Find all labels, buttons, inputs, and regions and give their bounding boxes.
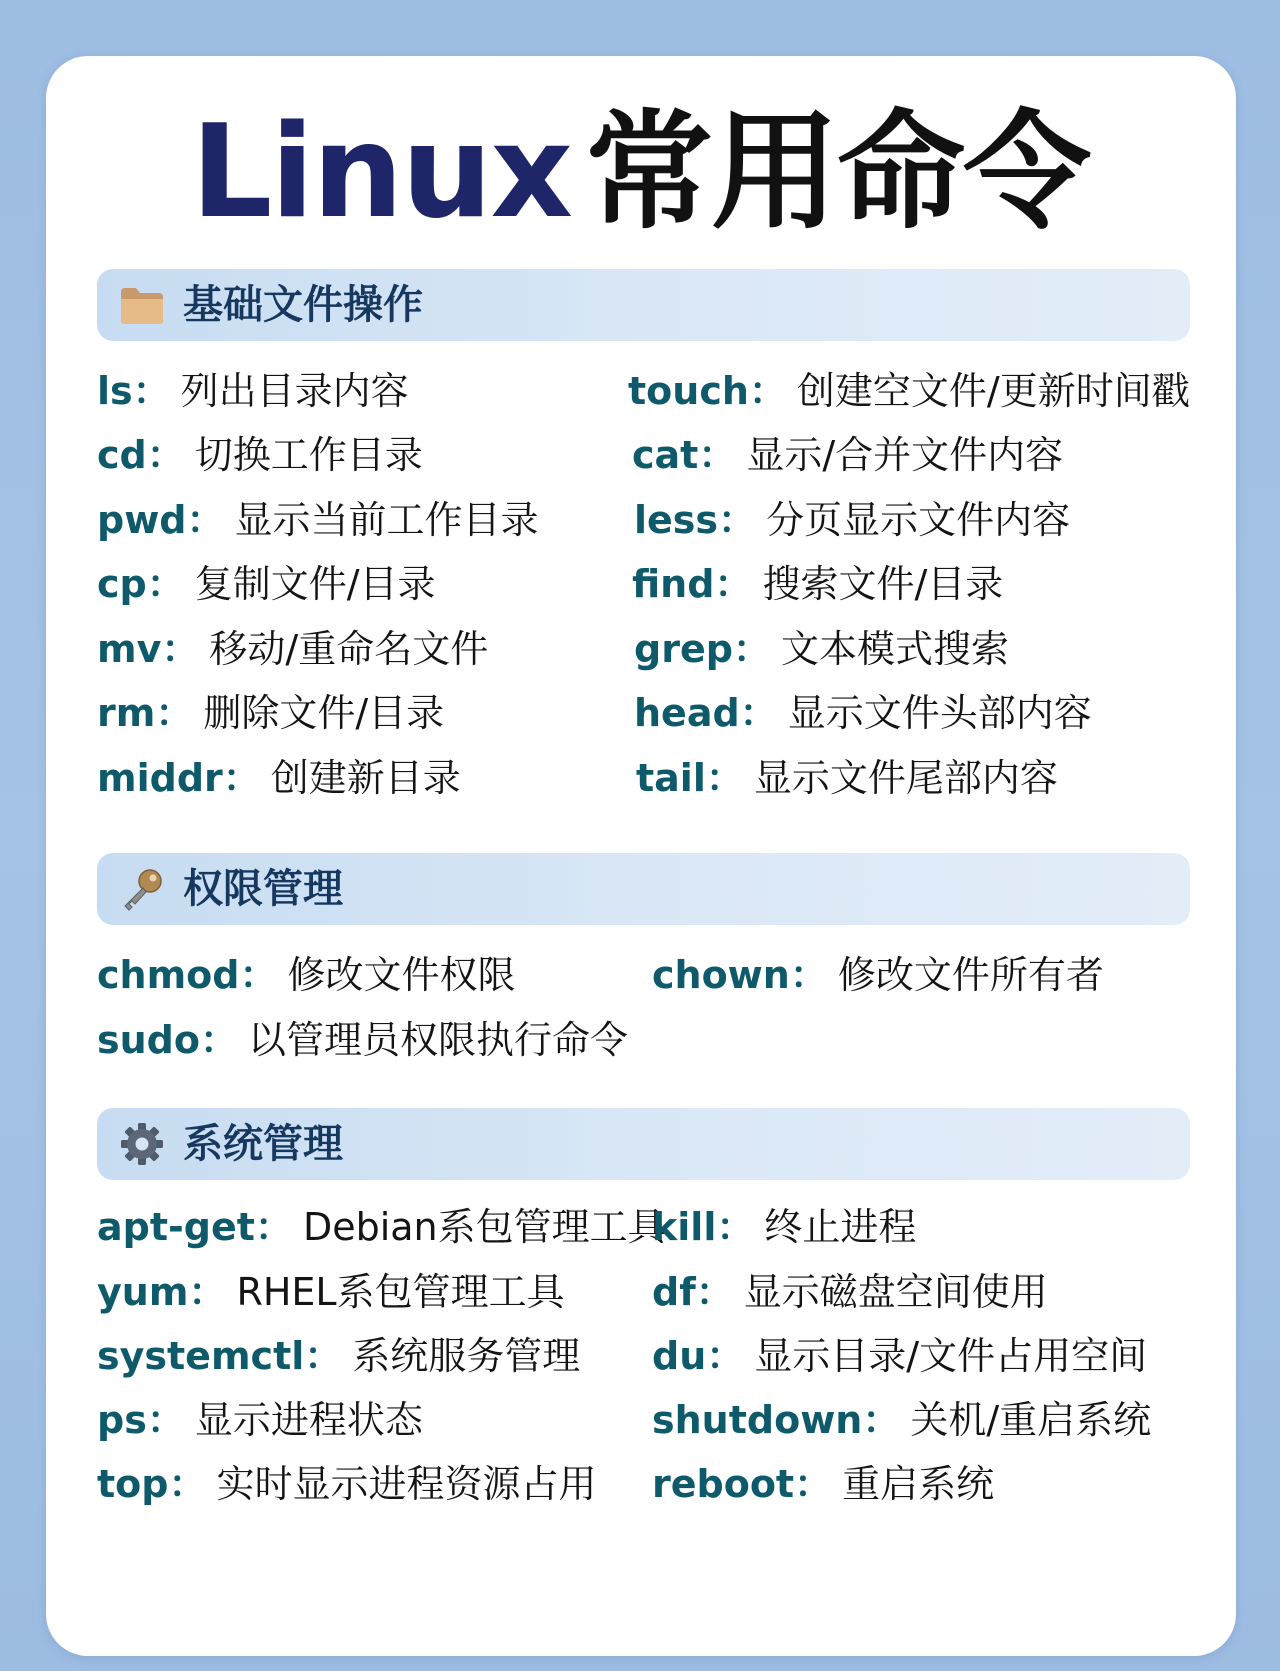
command-item: systemctl： 系统服务管理 bbox=[97, 1334, 581, 1378]
section-label: 系统管理 bbox=[183, 1121, 343, 1167]
command-item: chmod： 修改文件权限 bbox=[97, 953, 516, 997]
command-desc: 关机/重启系统 bbox=[910, 1398, 1152, 1442]
command-desc: 显示文件尾部内容 bbox=[753, 756, 1058, 800]
folder-icon bbox=[119, 283, 165, 327]
command-item: yum： RHEL系包管理工具 bbox=[97, 1270, 565, 1314]
page-title bbox=[0, 98, 1280, 248]
command-item: cat： 显示/合并文件内容 bbox=[632, 433, 1064, 477]
command-name: cd bbox=[97, 433, 147, 477]
command-desc: 修改文件所有者 bbox=[837, 953, 1104, 997]
command-desc: 创建新目录 bbox=[270, 756, 461, 800]
command-item: middr： 创建新目录 bbox=[97, 756, 461, 800]
title-latin: Linux bbox=[190, 98, 572, 247]
command-desc: 删除文件/目录 bbox=[203, 691, 445, 735]
command-item: shutdown： 关机/重启系统 bbox=[652, 1398, 1152, 1442]
command-item: cd： 切换工作目录 bbox=[97, 433, 423, 477]
command-name: apt-get bbox=[97, 1205, 255, 1249]
command-desc: Debian系包管理工具 bbox=[302, 1205, 666, 1249]
command-item: ls： 列出目录内容 bbox=[97, 369, 409, 413]
command-name: du bbox=[652, 1334, 707, 1378]
command-name: top bbox=[97, 1462, 169, 1506]
command-item: head： 显示文件头部内容 bbox=[634, 691, 1092, 735]
command-item: cp： 复制文件/目录 bbox=[97, 562, 436, 606]
command-item: touch： 创建空文件/更新时间戳 bbox=[628, 369, 1190, 413]
command-desc: 终止进程 bbox=[764, 1205, 917, 1249]
command-desc: 重启系统 bbox=[842, 1462, 995, 1506]
command-name: less bbox=[634, 498, 719, 542]
command-desc: 系统服务管理 bbox=[352, 1334, 581, 1378]
command-item: kill： 终止进程 bbox=[652, 1205, 917, 1249]
command-name: systemctl bbox=[97, 1334, 305, 1378]
command-item: rm： 删除文件/目录 bbox=[97, 691, 445, 735]
section-header-permissions bbox=[97, 853, 1190, 925]
command-desc: 显示进程状态 bbox=[194, 1398, 423, 1442]
command-name: yum bbox=[97, 1270, 189, 1314]
command-item: chown： 修改文件所有者 bbox=[652, 953, 1104, 997]
command-name: tail bbox=[636, 756, 706, 800]
command-item: top： 实时显示进程资源占用 bbox=[97, 1462, 597, 1506]
command-name: chown bbox=[652, 953, 790, 997]
command-name: head bbox=[634, 691, 740, 735]
command-name: cp bbox=[97, 562, 147, 606]
command-desc: 分页显示文件内容 bbox=[766, 498, 1071, 542]
command-name: reboot bbox=[652, 1462, 795, 1506]
command-name: kill bbox=[652, 1205, 717, 1249]
command-name: ps bbox=[97, 1398, 147, 1442]
command-name: ls bbox=[97, 369, 133, 413]
command-item: mv： 移动/重命名文件 bbox=[97, 627, 489, 671]
command-desc: 文本模式搜索 bbox=[780, 627, 1009, 671]
command-desc: 搜索文件/目录 bbox=[762, 562, 1004, 606]
command-name: pwd bbox=[97, 498, 187, 542]
command-desc: 显示/合并文件内容 bbox=[746, 433, 1064, 477]
section-header-file-ops bbox=[97, 269, 1190, 341]
gear-icon bbox=[119, 1122, 165, 1166]
command-name: df bbox=[652, 1270, 696, 1314]
key-icon bbox=[119, 867, 165, 911]
command-desc: 列出目录内容 bbox=[180, 369, 409, 413]
command-name: sudo bbox=[97, 1018, 200, 1062]
command-item: reboot： 重启系统 bbox=[652, 1462, 995, 1506]
command-desc: RHEL系包管理工具 bbox=[236, 1270, 565, 1314]
section-label: 基础文件操作 bbox=[183, 282, 423, 328]
command-name: mv bbox=[97, 627, 162, 671]
command-name: cat bbox=[632, 433, 699, 477]
command-desc: 显示当前工作目录 bbox=[234, 498, 539, 542]
title-cjk: 常用命令 bbox=[585, 98, 1090, 247]
command-desc: 显示目录/文件占用空间 bbox=[754, 1334, 1148, 1378]
command-desc: 修改文件权限 bbox=[287, 953, 516, 997]
command-desc: 显示文件头部内容 bbox=[787, 691, 1092, 735]
command-desc: 复制文件/目录 bbox=[194, 562, 436, 606]
command-name: rm bbox=[97, 691, 156, 735]
command-item: tail： 显示文件尾部内容 bbox=[636, 756, 1058, 800]
command-item: sudo： 以管理员权限执行命令 bbox=[97, 1018, 629, 1062]
command-item: find： 搜索文件/目录 bbox=[632, 562, 1004, 606]
command-desc: 以管理员权限执行命令 bbox=[248, 1018, 629, 1062]
command-item: grep： 文本模式搜索 bbox=[634, 627, 1009, 671]
section-label: 权限管理 bbox=[183, 866, 343, 912]
command-name: shutdown bbox=[652, 1398, 863, 1442]
command-name: middr bbox=[97, 756, 223, 800]
command-item: apt-get： Debian系包管理工具 bbox=[97, 1205, 666, 1249]
command-desc: 移动/重命名文件 bbox=[209, 627, 489, 671]
command-item: ps： 显示进程状态 bbox=[97, 1398, 423, 1442]
section-header-system bbox=[97, 1108, 1190, 1180]
command-desc: 创建空文件/更新时间戳 bbox=[796, 369, 1190, 413]
command-item: pwd： 显示当前工作目录 bbox=[97, 498, 539, 542]
command-item: less： 分页显示文件内容 bbox=[634, 498, 1071, 542]
command-name: grep bbox=[634, 627, 733, 671]
command-desc: 实时显示进程资源占用 bbox=[216, 1462, 597, 1506]
command-desc: 切换工作目录 bbox=[194, 433, 423, 477]
command-item: du： 显示目录/文件占用空间 bbox=[652, 1334, 1148, 1378]
command-name: touch bbox=[628, 369, 749, 413]
command-name: chmod bbox=[97, 953, 240, 997]
command-desc: 显示磁盘空间使用 bbox=[743, 1270, 1048, 1314]
command-name: find bbox=[632, 562, 715, 606]
command-item: df： 显示磁盘空间使用 bbox=[652, 1270, 1048, 1314]
